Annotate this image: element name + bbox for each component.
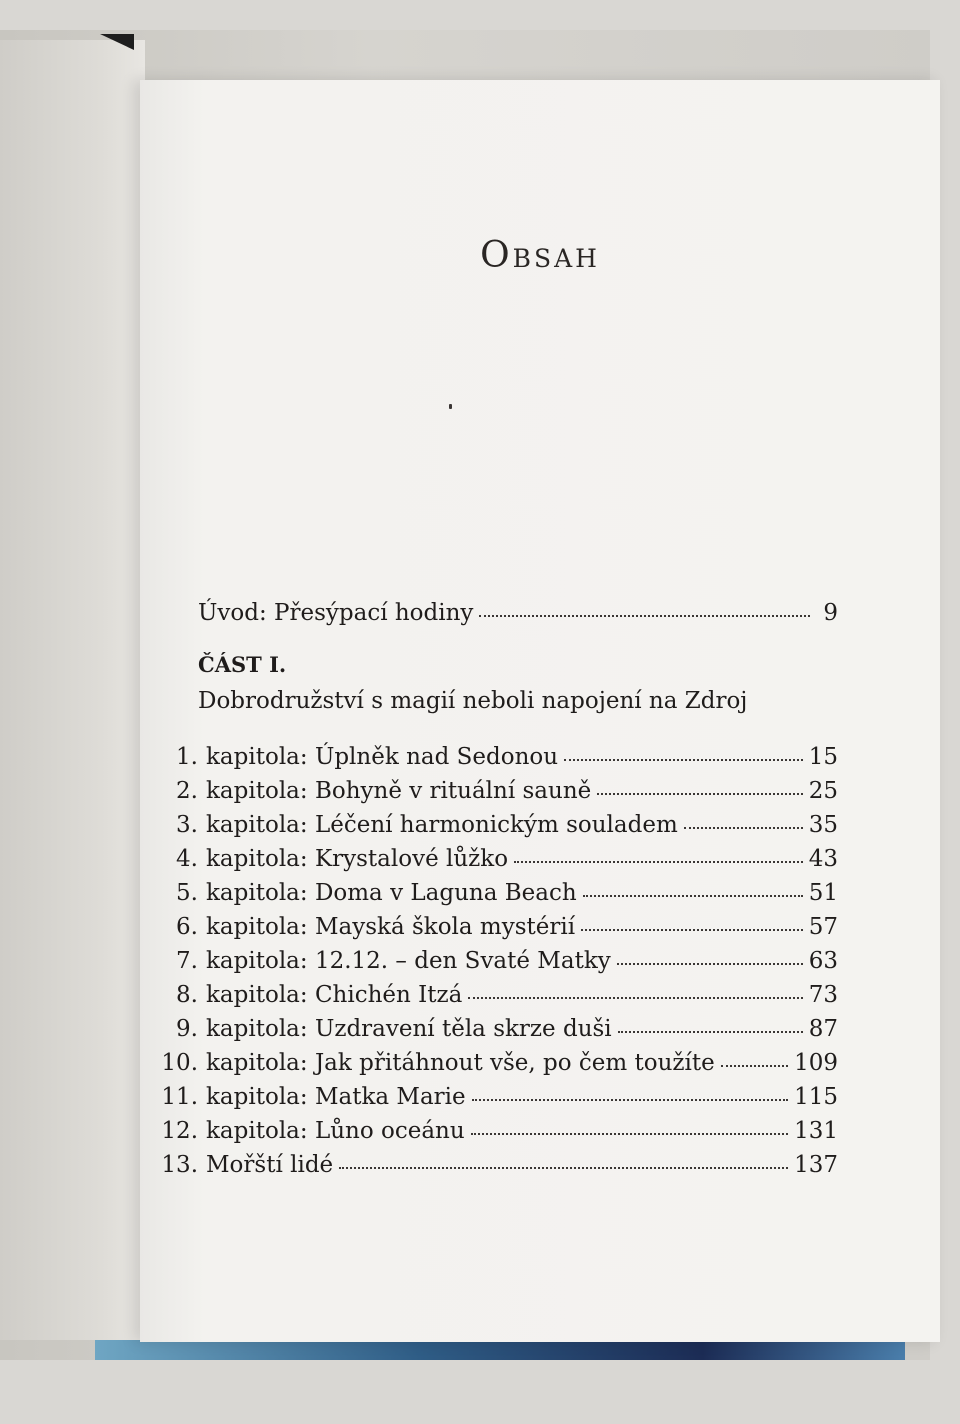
leader-dots xyxy=(514,861,803,863)
leader-dots xyxy=(468,997,802,999)
toc-page-number: 51 xyxy=(808,880,838,906)
toc-label: kapitola: Mayská škola mystérií xyxy=(206,914,576,940)
leader-dots xyxy=(471,1133,788,1135)
toc-label: kapitola: Lůno oceánu xyxy=(206,1118,465,1144)
left-page-edge xyxy=(0,40,145,1340)
leader-dots xyxy=(617,963,803,965)
chapter-number: 4. xyxy=(176,846,198,872)
page-title: Obsah xyxy=(480,235,600,276)
toc-row xyxy=(150,1118,838,1144)
toc-page-number: 109 xyxy=(794,1050,838,1076)
toc-label: Úvod: Přesýpací hodiny xyxy=(198,600,474,626)
chapter-number: 6. xyxy=(176,914,198,940)
ink-speck xyxy=(449,404,452,409)
chapter-number: 2. xyxy=(176,778,198,804)
book-page xyxy=(140,80,940,1342)
toc-row xyxy=(150,982,838,1008)
chapter-number: 8. xyxy=(176,982,198,1008)
toc-label: kapitola: Jak přitáhnout vše, po čem toužíte xyxy=(206,1050,715,1076)
toc-row xyxy=(150,778,838,804)
toc-row xyxy=(150,744,838,770)
chapter-number: 1. xyxy=(176,744,198,770)
toc-label: kapitola: Bohyně v rituální sauně xyxy=(206,778,592,804)
leader-dots xyxy=(479,615,810,617)
chapter-number: 9. xyxy=(176,1016,198,1042)
toc-page-number: 137 xyxy=(794,1152,838,1178)
leader-dots xyxy=(684,827,803,829)
toc-label: kapitola: Krystalové lůžko xyxy=(206,846,509,872)
chapter-number: 13. xyxy=(161,1152,198,1178)
toc-label: kapitola: Matka Marie xyxy=(206,1084,466,1110)
toc-label: kapitola: Uzdravení těla skrze duši xyxy=(206,1016,612,1042)
toc-page-number: 131 xyxy=(794,1118,838,1144)
toc-page-number: 115 xyxy=(794,1084,838,1110)
toc-row xyxy=(150,914,838,940)
toc-page-number: 35 xyxy=(808,812,838,838)
toc-label: Mořští lidé xyxy=(206,1152,334,1178)
toc-label: kapitola: Chichén Itzá xyxy=(206,982,463,1008)
toc-row-intro xyxy=(198,600,838,626)
toc-row xyxy=(150,1016,838,1042)
toc-page-number: 25 xyxy=(808,778,838,804)
toc-page-number: 57 xyxy=(808,914,838,940)
toc-page-number: 9 xyxy=(823,600,838,626)
chapter-number: 12. xyxy=(161,1118,198,1144)
toc-label: kapitola: 12.12. – den Svaté Matky xyxy=(206,948,611,974)
toc-row xyxy=(150,880,838,906)
leader-dots xyxy=(597,793,802,795)
chapter-number: 3. xyxy=(176,812,198,838)
toc-row xyxy=(150,812,838,838)
part-subtitle: Dobrodružství s magií neboli napojení na Zdroj xyxy=(198,688,748,714)
leader-dots xyxy=(618,1031,803,1033)
chapter-number: 11. xyxy=(161,1084,198,1110)
toc-label: kapitola: Léčení harmonickým souladem xyxy=(206,812,678,838)
toc-page-number: 73 xyxy=(808,982,838,1008)
leader-dots xyxy=(339,1167,788,1169)
chapter-number: 5. xyxy=(176,880,198,906)
leader-dots xyxy=(581,929,803,931)
toc-row xyxy=(150,1084,838,1110)
leader-dots xyxy=(472,1099,788,1101)
toc-page-number: 15 xyxy=(808,744,838,770)
part-label: ČÁST I. xyxy=(198,652,287,677)
toc-row xyxy=(150,1152,838,1178)
leader-dots xyxy=(721,1065,788,1067)
leader-dots xyxy=(564,759,803,761)
toc-row xyxy=(150,948,838,974)
leader-dots xyxy=(583,895,803,897)
toc-page-number: 43 xyxy=(808,846,838,872)
chapter-number: 10. xyxy=(161,1050,198,1076)
corner-mark xyxy=(100,34,134,50)
toc-row xyxy=(150,846,838,872)
toc-row xyxy=(150,1050,838,1076)
toc-page-number: 87 xyxy=(808,1016,838,1042)
toc-label: kapitola: Úplněk nad Sedonou xyxy=(206,744,559,770)
chapter-number: 7. xyxy=(176,948,198,974)
toc-page-number: 63 xyxy=(808,948,838,974)
toc-label: kapitola: Doma v Laguna Beach xyxy=(206,880,577,906)
